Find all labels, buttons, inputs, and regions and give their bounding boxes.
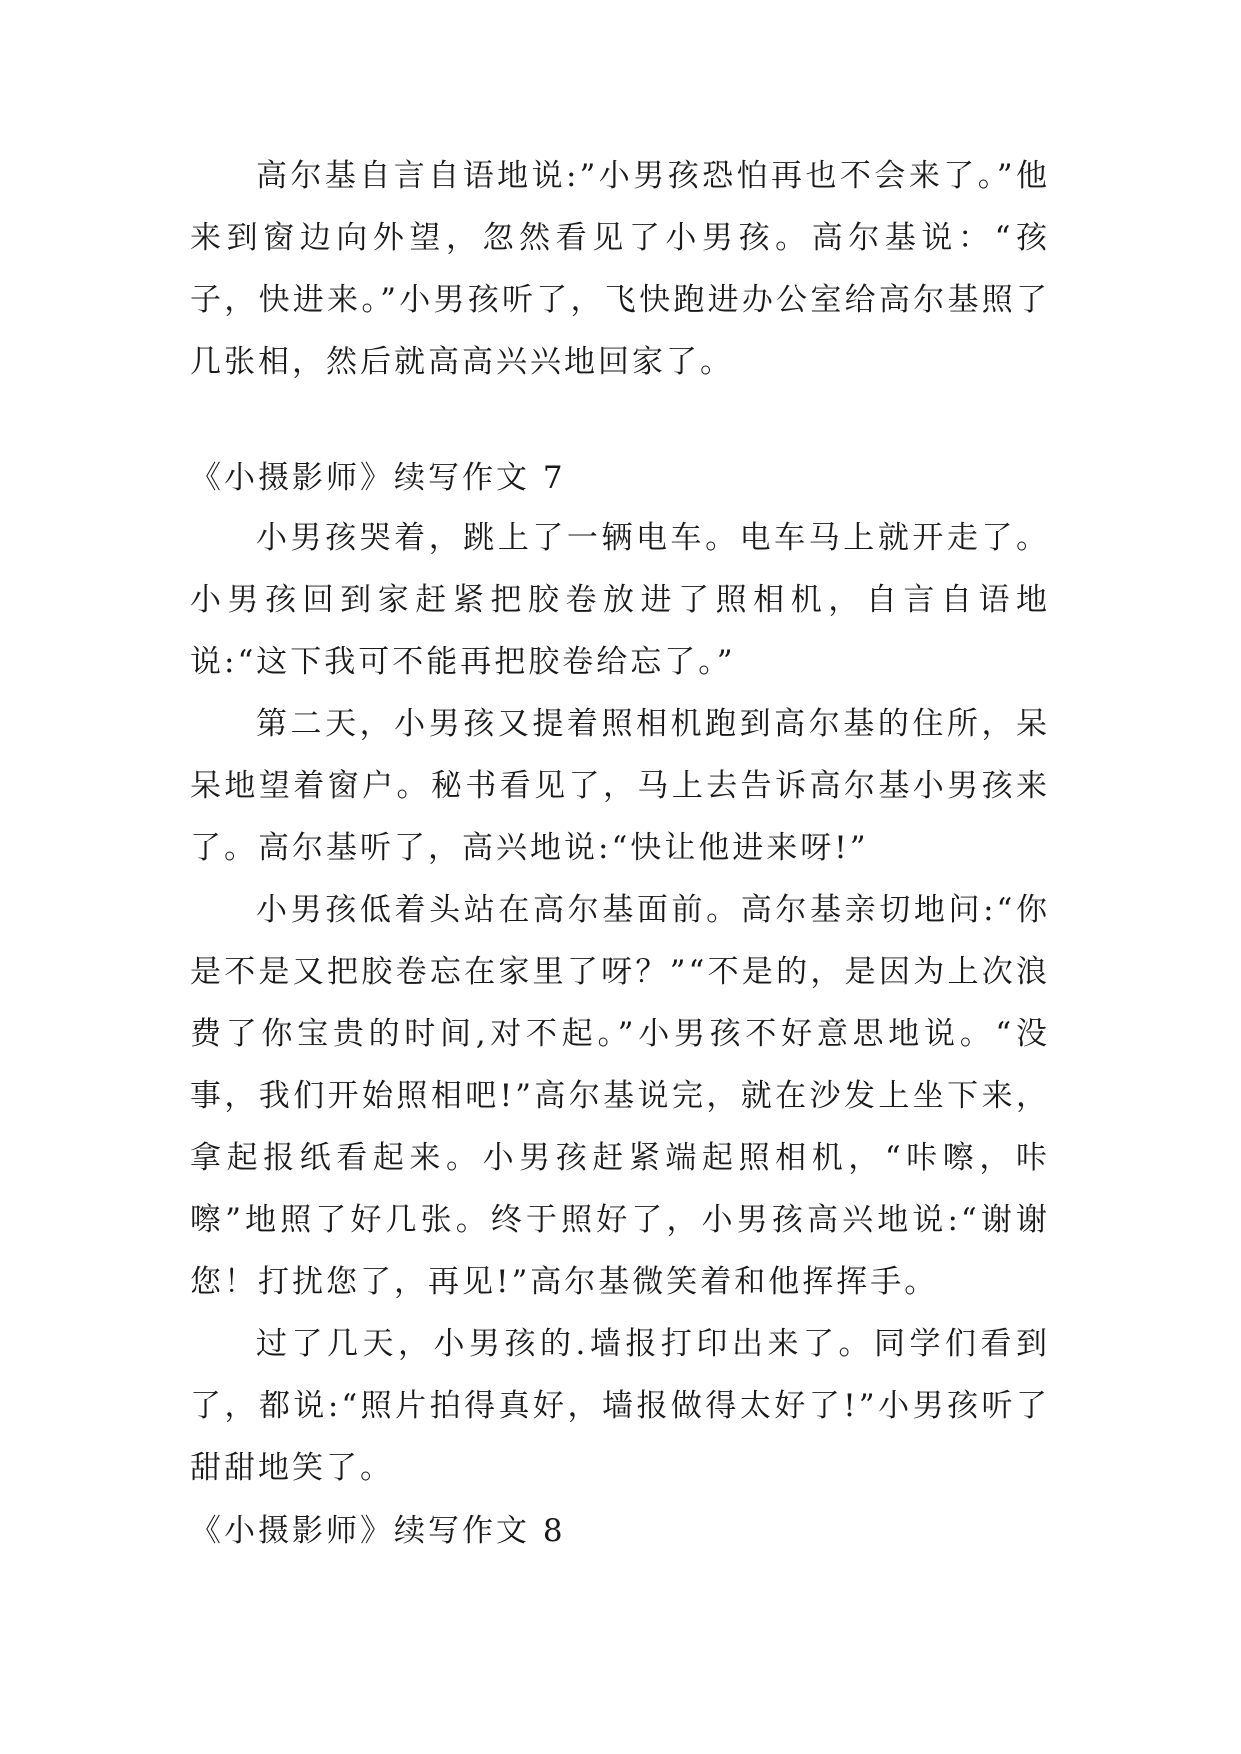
- section-heading-7: 《小摄影师》续写作文 7: [190, 460, 566, 496]
- paragraph: 小男孩低着头站在高尔基面前。高尔基亲切地问:“你是不是又把胶卷忘在家里了呀？”“不是的，是因为上次浪费了你宝贵的时间,对不起。”小男孩不好意思地说。“没事，我们开始照相吧!”高尔基说完，就在沙发上坐下来，拿起报纸看起来。小男孩赶紧端起照相机，“咔嚓，咔嚓”地照了好几张。终于照好了，小男孩高兴地说:“谢谢您！打扰您了，再见!”高尔基微笑着和他挥挥手。: [190, 892, 1050, 1300]
- section-heading-8: 《小摄影师》续写作文 8: [190, 1513, 566, 1549]
- paragraph-block-1: [190, 145, 1050, 393]
- paragraph: 高尔基自言自语地说:”小男孩恐怕再也不会来了。”他来到窗边向外望，忽然看见了小男孩。高尔基说：“孩子，快进来。”小男孩听了，飞快跑进办公室给高尔基照了几张相，然后就高高兴兴地回家了。: [190, 158, 1050, 380]
- paragraph: 小男孩哭着，跳上了一辆电车。电车马上就开走了。小男孩回到家赶紧把胶卷放进了照相机，自言自语地说:“这下我可不能再把胶卷给忘了。”: [190, 520, 1050, 680]
- paragraph: 过了几天，小男孩的.墙报打印出来了。同学们看到了，都说:“照片拍得真好，墙报做得太好了!”小男孩听了甜甜地笑了。: [190, 1326, 1050, 1486]
- paragraph: 第二天，小男孩又提着照相机跑到高尔基的住所，呆呆地望着窗户。秘书看见了，马上去告诉高尔基小男孩来了。高尔基听了，高兴地说:“快让他进来呀!”: [190, 706, 1050, 866]
- section-7-body: [190, 507, 1050, 1499]
